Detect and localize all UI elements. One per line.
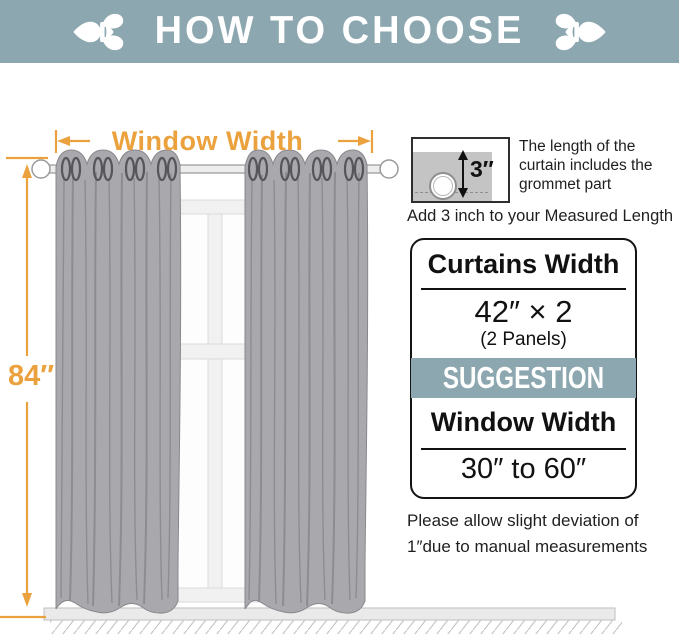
grommet-inner-ring [433,176,453,196]
suggestion-band [411,358,636,398]
header-banner [0,0,679,63]
fleur-de-lis-icon [71,8,127,56]
grommet-icon [429,172,457,200]
curtains-width-value: 42″ × 2 [474,294,573,329]
floor [44,608,622,634]
deviation-footnote [407,508,679,561]
grommet-instruction: Add 3 inch to your Measured Length [407,207,674,225]
curtain-height-label: 84″ [8,360,55,392]
panels-note: (2 Panels) [480,329,567,350]
grommet-size-label: 3″ [470,156,494,182]
grommet-detail-box [411,137,510,203]
curtain-panel-right [245,150,368,613]
rod-finial-left [32,160,50,178]
divider-line [421,448,626,450]
divider-line [421,288,626,290]
curtain-panel-left [56,150,181,613]
rod-finial-right [380,160,398,178]
page-title: HOW TO CHOOSE [154,9,525,53]
grommet-note: The length of the curtain includes the grommet part [519,138,653,193]
footnote-line1: Please allow slight deviation of [407,511,639,530]
window-width-title: Window Width [430,407,617,437]
window-width-label: Window Width [111,126,304,156]
curtains-width-title: Curtains Width [427,249,620,279]
suggestion-band-label: SUGGESTION [442,360,605,395]
suggestion-box [410,238,637,499]
floor-hatch [50,620,622,634]
grommet-measure-arrow [456,150,470,198]
window-width-value: 30″ to 60″ [460,453,587,485]
fleur-de-lis-icon [552,8,608,56]
footnote-line2: 1″due to manual measurements [407,537,648,557]
